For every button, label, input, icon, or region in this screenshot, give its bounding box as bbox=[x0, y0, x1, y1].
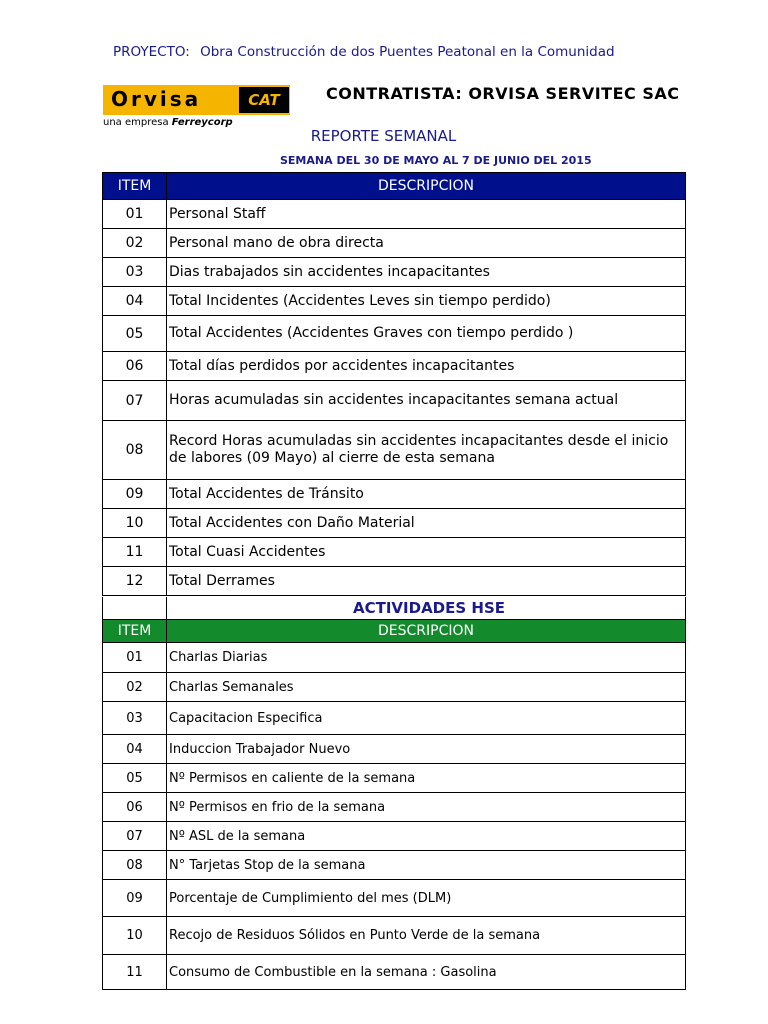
table-row bbox=[103, 673, 686, 702]
orvisa-cat-logo bbox=[103, 85, 291, 129]
item-description: Nº ASL de la semana bbox=[167, 822, 686, 851]
table-row bbox=[103, 702, 686, 735]
item-number: 10 bbox=[103, 917, 167, 955]
table-header-row bbox=[103, 620, 686, 643]
item-number: 10 bbox=[103, 509, 167, 538]
logo-tagline-brand: Ferreycorp bbox=[171, 117, 233, 128]
item-number: 07 bbox=[103, 381, 167, 421]
item-number: 03 bbox=[103, 258, 167, 287]
item-number: 04 bbox=[103, 735, 167, 764]
item-number: 08 bbox=[103, 851, 167, 880]
item-number: 05 bbox=[103, 316, 167, 352]
table-row bbox=[103, 200, 686, 229]
item-description: Total Accidentes de Tránsito bbox=[167, 480, 686, 509]
item-header: ITEM bbox=[103, 620, 167, 643]
item-description: Total Accidentes (Accidentes Graves con tiempo perdido ) bbox=[167, 316, 686, 352]
item-description: Total Accidentes con Daño Material bbox=[167, 509, 686, 538]
table-row bbox=[103, 764, 686, 793]
description-header: DESCRIPCION bbox=[167, 173, 686, 200]
item-number: 09 bbox=[103, 880, 167, 917]
item-number: 08 bbox=[103, 421, 167, 480]
item-description: Charlas Diarias bbox=[167, 643, 686, 673]
item-number: 05 bbox=[103, 764, 167, 793]
table-row bbox=[103, 880, 686, 917]
report-title-row bbox=[0, 127, 768, 145]
item-number: 06 bbox=[103, 352, 167, 381]
weekly-indicators-table bbox=[102, 172, 686, 596]
table-row bbox=[103, 258, 686, 287]
item-description: Personal Staff bbox=[167, 200, 686, 229]
table-row bbox=[103, 917, 686, 955]
logo-word: Orvisa bbox=[111, 87, 202, 111]
item-description: Horas acumuladas sin accidentes incapacitantes semana actual bbox=[167, 381, 686, 421]
item-number: 12 bbox=[103, 567, 167, 596]
table-row bbox=[103, 851, 686, 880]
table-row bbox=[103, 480, 686, 509]
hse-activities-table bbox=[102, 619, 686, 990]
item-number: 06 bbox=[103, 793, 167, 822]
table-row bbox=[103, 381, 686, 421]
table-header-row bbox=[103, 173, 686, 200]
week-range: SEMANA DEL 30 DE MAYO AL 7 DE JUNIO DEL 2015 bbox=[280, 154, 592, 167]
item-description: Personal mano de obra directa bbox=[167, 229, 686, 258]
item-number: 11 bbox=[103, 538, 167, 567]
report-title: REPORTE SEMANAL bbox=[310, 127, 457, 145]
item-description: Induccion Trabajador Nuevo bbox=[167, 735, 686, 764]
description-header: DESCRIPCION bbox=[167, 620, 686, 643]
contractor-title: CONTRATISTA: ORVISA SERVITEC SAC bbox=[326, 84, 680, 103]
logo-tagline-prefix: una empresa bbox=[103, 117, 169, 128]
item-description: Charlas Semanales bbox=[167, 673, 686, 702]
table-row bbox=[103, 421, 686, 480]
table-row bbox=[103, 735, 686, 764]
item-number: 11 bbox=[103, 955, 167, 990]
item-description: Capacitacion Especifica bbox=[167, 702, 686, 735]
hse-section-header bbox=[102, 597, 686, 619]
table-row bbox=[103, 287, 686, 316]
table-row bbox=[103, 316, 686, 352]
item-description: Total días perdidos por accidentes incapacitantes bbox=[167, 352, 686, 381]
hse-title: ACTIVIDADES HSE bbox=[353, 599, 506, 617]
item-number: 03 bbox=[103, 702, 167, 735]
logo-bar bbox=[103, 85, 290, 115]
table-row bbox=[103, 352, 686, 381]
table-row bbox=[103, 643, 686, 673]
item-number: 01 bbox=[103, 200, 167, 229]
item-header: ITEM bbox=[103, 173, 167, 200]
table-row bbox=[103, 567, 686, 596]
item-number: 02 bbox=[103, 229, 167, 258]
item-description: Total Derrames bbox=[167, 567, 686, 596]
item-description: Nº Permisos en caliente de la semana bbox=[167, 764, 686, 793]
item-number: 04 bbox=[103, 287, 167, 316]
item-description: Porcentaje de Cumplimiento del mes (DLM) bbox=[167, 880, 686, 917]
table-row bbox=[103, 229, 686, 258]
item-description: Recojo de Residuos Sólidos en Punto Verde de la semana bbox=[167, 917, 686, 955]
item-number: 07 bbox=[103, 822, 167, 851]
table-row bbox=[103, 538, 686, 567]
item-description: Total Cuasi Accidentes bbox=[167, 538, 686, 567]
item-number: 01 bbox=[103, 643, 167, 673]
item-description: N° Tarjetas Stop de la semana bbox=[167, 851, 686, 880]
item-description: Dias trabajados sin accidentes incapacitantes bbox=[167, 258, 686, 287]
item-description: Consumo de Combustible en la semana : Gasolina bbox=[167, 955, 686, 990]
project-line bbox=[113, 44, 615, 60]
item-number: 09 bbox=[103, 480, 167, 509]
table-row bbox=[103, 955, 686, 990]
item-description: Record Horas acumuladas sin accidentes incapacitantes desde el inicio de labores (09 Mayo) al cierre de esta semana bbox=[167, 421, 686, 480]
table-row bbox=[103, 509, 686, 538]
project-label: PROYECTO: bbox=[113, 44, 190, 60]
item-description: Total Incidentes (Accidentes Leves sin tiempo perdido) bbox=[167, 287, 686, 316]
table-row bbox=[103, 822, 686, 851]
item-number: 02 bbox=[103, 673, 167, 702]
item-description: Nº Permisos en frio de la semana bbox=[167, 793, 686, 822]
cat-logo-icon: CAT bbox=[239, 87, 289, 113]
table-row bbox=[103, 793, 686, 822]
project-name: Obra Construcción de dos Puentes Peatonal en la Comunidad bbox=[200, 44, 615, 60]
